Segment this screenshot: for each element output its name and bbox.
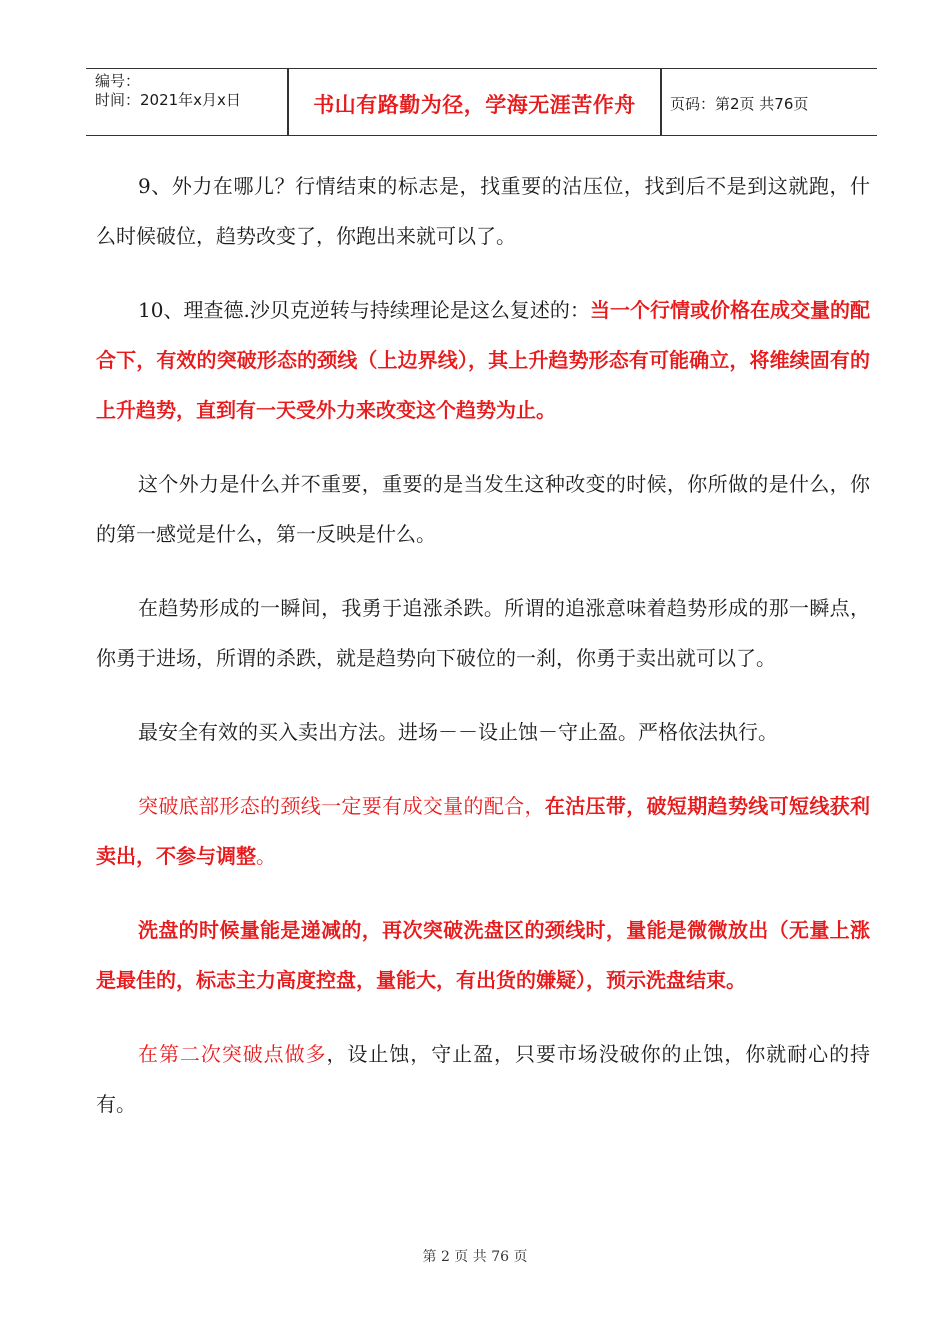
header-motto: 书山有路勤为径，学海无涯苦作舟 xyxy=(313,93,636,117)
document-number-label: 编号： xyxy=(95,72,141,90)
paragraph-second-breakout-red: 在第二次突破点做多 xyxy=(138,1042,327,1066)
paragraph-neckline-bold: 在沽压带，破短期趋势线可短线获利卖出，不参与调整 xyxy=(96,794,871,868)
paragraph-10 xyxy=(96,285,870,435)
paragraph-10-highlight: 当一个行情或价格在成交量的配合下，有效的突破形态的颈线（上边界线），其上升趋势形态有可能确立，将维续固有的上升趋势，直到有一天受外力来改变这个趋势为止。 xyxy=(96,298,871,422)
paragraph-washout: 洗盘的时候量能是递减的，再次突破洗盘区的颈线时，量能是微微放出（无量上涨是最佳的，标志主力高度控盘，量能大，有出货的嫌疑），预示洗盘结束。 xyxy=(96,918,870,992)
paragraph-neckline xyxy=(96,781,870,881)
header-divider xyxy=(660,69,662,135)
document-time-label: 时间：2021年x月x日 xyxy=(95,91,241,109)
paragraph-external-force: 这个外力是什么并不重要，重要的是当发生这种改变的时候，你所做的是什么，你的第一感觉是什么，第一反映是什么。 xyxy=(96,472,870,546)
paragraph-9: 9、外力在哪儿？行情结束的标志是，找重要的沽压位，找到后不是到这就跑，什么时候破位，趋势改变了，你跑出来就可以了。 xyxy=(96,174,870,248)
paragraph-10-intro: 10、理查德.沙贝克逆转与持续理论是这么复述的： xyxy=(138,298,590,322)
header-meta xyxy=(95,72,285,110)
paragraph-safe-method: 最安全有效的买入卖出方法。进场－－设止蚀－守止盈。严格依法执行。 xyxy=(138,720,778,744)
paragraph-trend: 在趋势形成的一瞬间，我勇于追涨杀跌。所谓的追涨意味着趋势形成的那一瞬点，你勇于进场，所谓的杀跌，就是趋势向下破位的一刹，你勇于卖出就可以了。 xyxy=(96,596,870,670)
paragraph-neckline-red: 突破底部形态的颈线一定要有成交量的配合， xyxy=(138,794,545,818)
header-page-number: 页码：第2页 共76页 xyxy=(670,95,809,113)
page-header xyxy=(86,68,877,136)
paragraph-neckline-end: 。 xyxy=(256,844,276,868)
document-body xyxy=(96,161,870,1153)
paragraph-second-breakout-rest: ，设止蚀，守止盈，只要市场没破你的止蚀，你就耐心的持有。 xyxy=(96,1042,871,1116)
paragraph-second-breakout xyxy=(96,1029,870,1129)
page-footer: 第 2 页 共 76 页 xyxy=(422,1249,528,1265)
